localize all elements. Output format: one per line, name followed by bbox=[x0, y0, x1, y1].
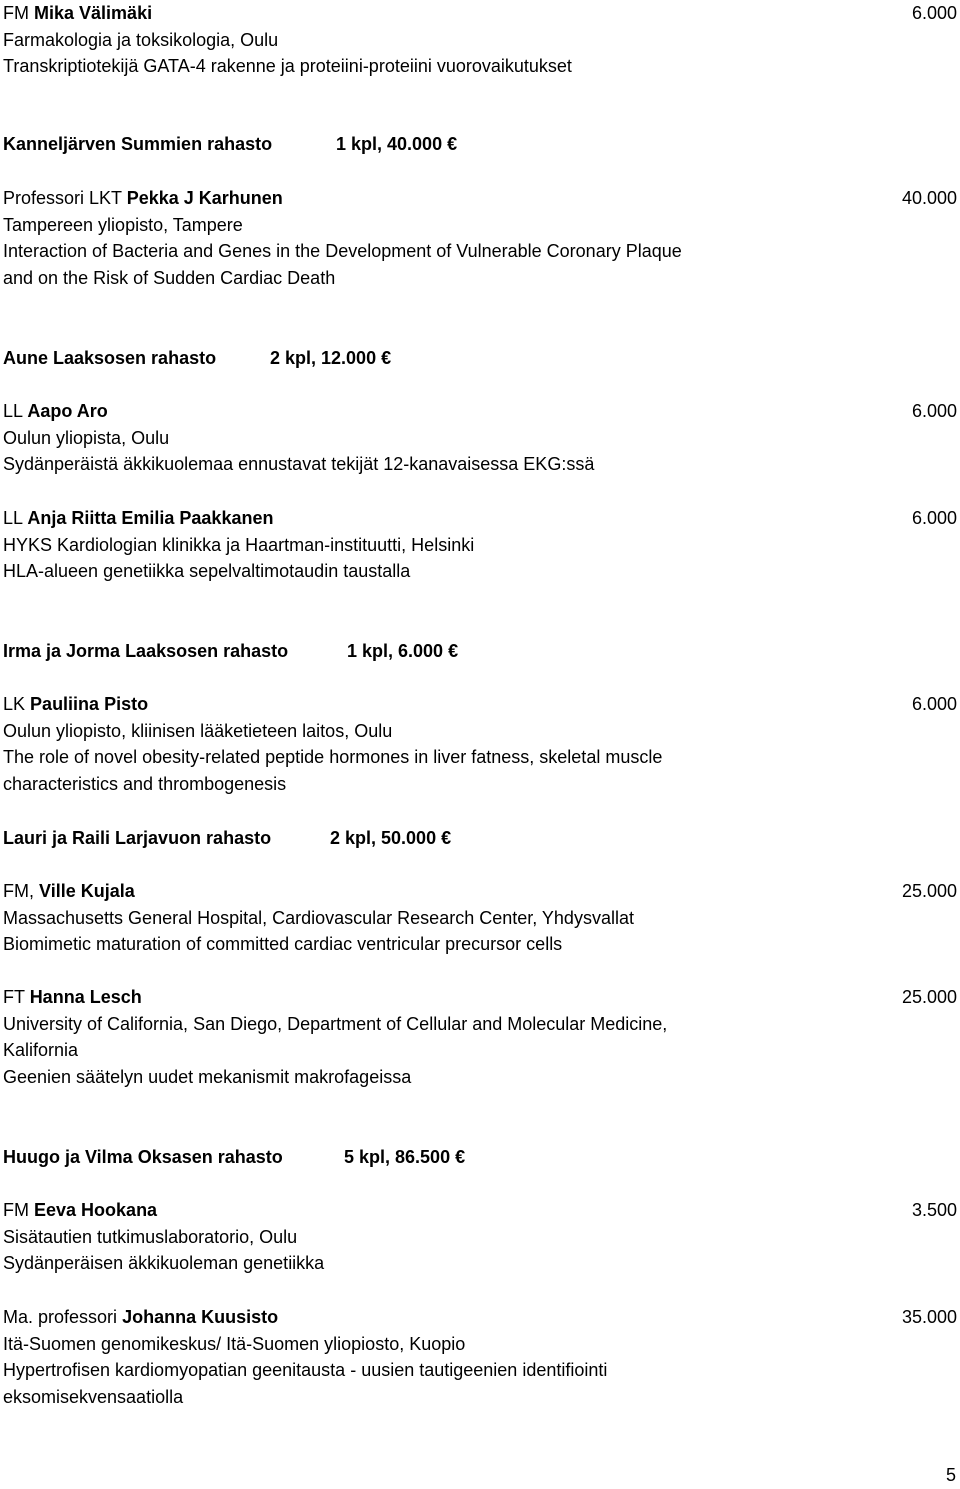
project-title: Hypertrofisen kardiomyopatian geenitausta - uusien tautigeenien identifiointi bbox=[3, 1360, 608, 1381]
grant-amount: 6.000 bbox=[911, 508, 957, 528]
grant-header bbox=[3, 1304, 957, 1331]
grant-entry bbox=[3, 398, 957, 478]
fund-count: 1 kpl, 6.000 € bbox=[347, 641, 459, 661]
grant-entry bbox=[3, 984, 957, 1090]
recipient-name: Johanna Kuusisto bbox=[122, 1307, 279, 1327]
fund-heading bbox=[3, 345, 392, 372]
grant-amount: 6.000 bbox=[911, 694, 957, 714]
grant-amount: 35.000 bbox=[901, 1307, 957, 1327]
grant-header bbox=[3, 0, 957, 27]
recipient-name: Ville Kujala bbox=[39, 881, 135, 901]
fund-heading bbox=[3, 131, 458, 158]
grant-entry bbox=[3, 691, 957, 797]
recipient-name: Aapo Aro bbox=[27, 401, 108, 421]
recipient-title: Ma. professori bbox=[3, 1307, 118, 1327]
institution: Oulun yliopista, Oulu bbox=[3, 427, 170, 448]
grant-entry bbox=[3, 505, 957, 585]
fund-name: Kanneljärven Summien rahasto bbox=[3, 134, 273, 154]
recipient-title: FM, bbox=[3, 881, 34, 901]
project-title: eksomisekvensaatiolla bbox=[3, 1386, 184, 1407]
project-title: The role of novel obesity-related peptide hormones in liver fatness, skeletal muscle bbox=[3, 747, 663, 768]
project-title: Geenien säätelyn uudet mekanismit makrofageissa bbox=[3, 1066, 412, 1087]
project-title: and on the Risk of Sudden Cardiac Death bbox=[3, 267, 336, 288]
recipient-name: Eeva Hookana bbox=[34, 1200, 158, 1220]
fund-heading bbox=[3, 1144, 466, 1171]
grant-amount: 25.000 bbox=[901, 987, 957, 1007]
grant-amount: 40.000 bbox=[901, 188, 957, 208]
institution: HYKS Kardiologian klinikka ja Haartman-instituutti, Helsinki bbox=[3, 534, 475, 555]
grant-entry bbox=[3, 1197, 957, 1277]
fund-heading bbox=[3, 825, 452, 852]
recipient-title: LL bbox=[3, 401, 23, 421]
grant-amount: 6.000 bbox=[911, 401, 957, 421]
grant-header bbox=[3, 878, 957, 905]
fund-name: Lauri ja Raili Larjavuon rahasto bbox=[3, 828, 272, 848]
institution: Oulun yliopisto, kliinisen lääketieteen laitos, Oulu bbox=[3, 720, 393, 741]
grant-entry bbox=[3, 185, 957, 291]
grant-header bbox=[3, 984, 957, 1011]
recipient-name: Hanna Lesch bbox=[29, 987, 142, 1007]
grant-header bbox=[3, 185, 957, 212]
recipient-title: FT bbox=[3, 987, 25, 1007]
institution: Itä-Suomen genomikeskus/ Itä-Suomen yliopiosto, Kuopio bbox=[3, 1333, 466, 1354]
fund-count: 2 kpl, 12.000 € bbox=[270, 348, 392, 368]
fund-name: Irma ja Jorma Laaksosen rahasto bbox=[3, 641, 289, 661]
grant-entry bbox=[3, 878, 957, 958]
recipient-name: Anja Riitta Emilia Paakkanen bbox=[27, 508, 274, 528]
project-title: HLA-alueen genetiikka sepelvaltimotaudin taustalla bbox=[3, 561, 411, 582]
project-title: Sydänperäistä äkkikuolemaa ennustavat tekijät 12-kanavaisessa EKG:ssä bbox=[3, 454, 595, 475]
institution: Farmakologia ja toksikologia, Oulu bbox=[3, 29, 279, 50]
fund-count: 5 kpl, 86.500 € bbox=[344, 1147, 466, 1167]
institution: Sisätautien tutkimuslaboratorio, Oulu bbox=[3, 1226, 298, 1247]
grant-header bbox=[3, 1197, 957, 1224]
grant-header bbox=[3, 398, 957, 425]
project-title: Sydänperäisen äkkikuoleman genetiikka bbox=[3, 1253, 325, 1274]
grant-header bbox=[3, 505, 957, 532]
fund-name: Huugo ja Vilma Oksasen rahasto bbox=[3, 1147, 283, 1167]
institution: Massachusetts General Hospital, Cardiovascular Research Center, Yhdysvallat bbox=[3, 907, 634, 928]
fund-heading bbox=[3, 638, 459, 665]
recipient-title: Professori LKT bbox=[3, 188, 122, 208]
recipient-title: LL bbox=[3, 508, 23, 528]
fund-name: Aune Laaksosen rahasto bbox=[3, 348, 217, 368]
page-number: 5 bbox=[945, 1465, 956, 1485]
grant-amount: 6.000 bbox=[911, 3, 957, 23]
fund-count: 2 kpl, 50.000 € bbox=[330, 828, 452, 848]
recipient-title: LK bbox=[3, 694, 26, 714]
fund-count: 1 kpl, 40.000 € bbox=[336, 134, 458, 154]
recipient-title: FM bbox=[3, 1200, 29, 1220]
institution: University of California, San Diego, Department of Cellular and Molecular Medicine, bbox=[3, 1013, 668, 1034]
institution: Kalifornia bbox=[3, 1040, 79, 1061]
grant-amount: 25.000 bbox=[901, 881, 957, 901]
institution: Tampereen yliopisto, Tampere bbox=[3, 214, 243, 235]
project-title: Interaction of Bacteria and Genes in the Development of Vulnerable Coronary Plaque bbox=[3, 241, 682, 262]
grant-entry bbox=[3, 0, 957, 80]
grant-entry bbox=[3, 1304, 957, 1410]
project-title: Biomimetic maturation of committed cardiac ventricular precursor cells bbox=[3, 934, 563, 955]
grant-amount: 3.500 bbox=[911, 1200, 957, 1220]
recipient-name: Pekka J Karhunen bbox=[126, 188, 283, 208]
grant-header bbox=[3, 691, 957, 718]
recipient-title: FM bbox=[3, 3, 29, 23]
project-title: characteristics and thrombogenesis bbox=[3, 773, 287, 794]
recipient-name: Pauliina Pisto bbox=[30, 694, 149, 714]
recipient-name: Mika Välimäki bbox=[34, 3, 153, 23]
project-title: Transkriptiotekijä GATA-4 rakenne ja proteiini-proteiini vuorovaikutukset bbox=[3, 56, 572, 77]
